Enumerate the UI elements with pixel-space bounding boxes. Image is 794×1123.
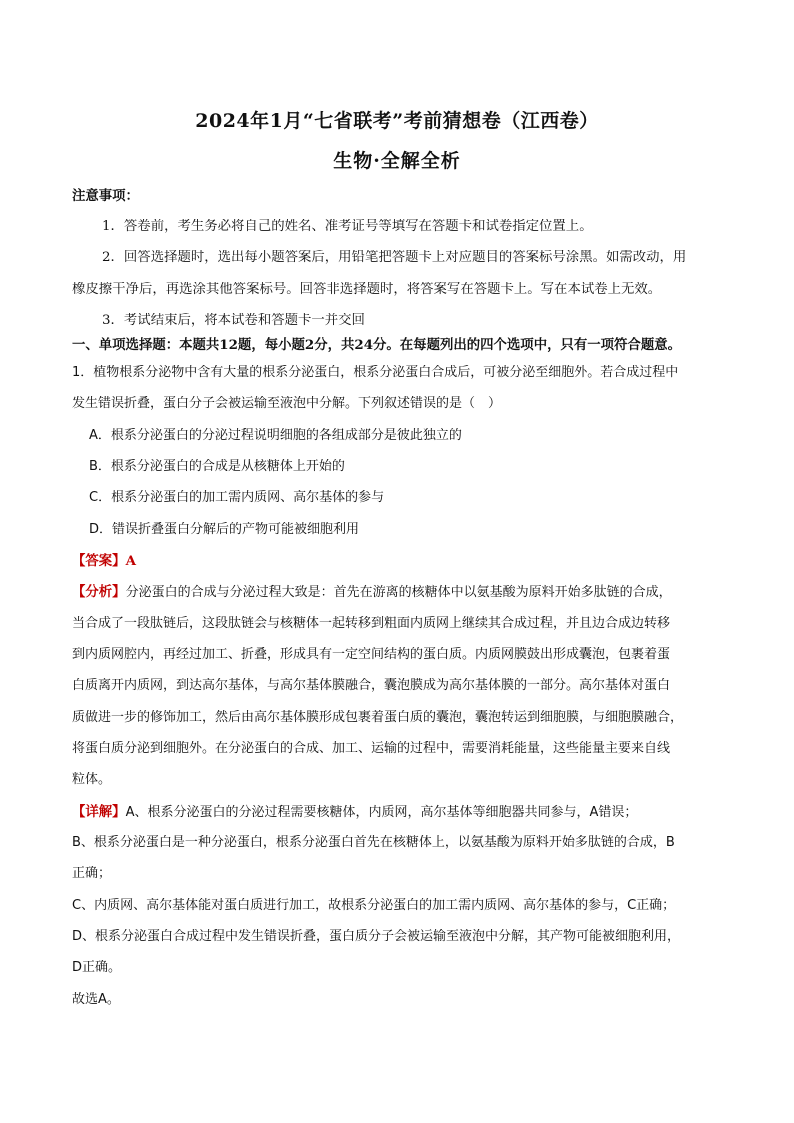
- notice-heading: 注意事项：: [72, 188, 139, 204]
- option-c: C．根系分泌蛋白的加工需内质网、高尔基体的参与: [89, 490, 385, 505]
- exam-title: 2024年1月“七省联考”考前猜想卷（江西卷）: [195, 110, 599, 132]
- section-heading: 一、单项选择题：本题共12题，每小题2分，共24分。在每题列出的四个选项中，只有一项符合题意。: [72, 337, 681, 353]
- analysis-line-1: [72, 584, 724, 601]
- analysis-line-6: 将蛋白质分泌到细胞外。在分泌蛋白的合成、加工、运输的过程中，需要消耗能量，这些能量主要来自线: [72, 741, 671, 756]
- answer-value: A: [125, 553, 136, 569]
- notice-item-2-line-2: 橡皮擦干净后，再选涂其他答案标号。回答非选择题时，将答案写在答题卡上。写在本试卷上无效。: [72, 282, 662, 297]
- analysis-text-1: 分泌蛋白的合成与分泌过程大致是：首先在游离的核糖体中以氨基酸为原料开始多肽链的合成，: [125, 585, 672, 600]
- answer-label: 【答案】: [72, 553, 126, 569]
- detail-line-2: B、根系分泌蛋白是一种分泌蛋白，根系分泌蛋白首先在核糖体上，以氨基酸为原料开始多肽链的合成，B: [72, 835, 675, 850]
- detail-line-1: [72, 804, 724, 821]
- question-stem-line-1: 1．植物根系分泌物中含有大量的根系分泌蛋白，根系分泌蛋白合成后，可被分泌至细胞外。若合成过程中: [72, 365, 679, 380]
- notice-item-2-line-1: 2．回答选择题时，选出每小题答案后，用铅笔把答题卡上对应题目的答案标号涂黑。如需改动，用: [102, 250, 687, 265]
- detail-line-6: D正确。: [72, 960, 122, 975]
- exam-subtitle: 生物·全解全析: [333, 150, 461, 172]
- option-b: B．根系分泌蛋白的合成是从核糖体上开始的: [89, 459, 345, 474]
- analysis-line-3: 到内质网腔内，再经过加工、折叠，形成具有一定空间结构的蛋白质。内质网膜鼓出形成囊泡，包裹着蛋: [72, 647, 671, 662]
- detail-line-7: 故选A。: [72, 992, 120, 1007]
- answer-row: [72, 553, 724, 569]
- analysis-line-2: 当合成了一段肽链后，这段肽链会与核糖体一起转移到粗面内质网上继续其合成过程，并且边合成边转移: [72, 616, 671, 631]
- question-stem-line-2: 发生错误折叠，蛋白分子会被运输至液泡中分解。下列叙述错误的是（ ）: [72, 396, 502, 411]
- analysis-line-5: 质做进一步的修饰加工，然后由高尔基体膜形成包裹着蛋白质的囊泡，囊泡转运到细胞膜，与细胞膜融合，: [72, 710, 684, 725]
- detail-line-4: C、内质网、高尔基体能对蛋白质进行加工，故根系分泌蛋白的加工需内质网、高尔基体的参与，C正确；: [72, 898, 676, 913]
- option-a: A．根系分泌蛋白的分泌过程说明细胞的各组成部分是彼此独立的: [89, 428, 462, 443]
- notice-item-3: 3．考试结束后，将本试卷和答题卡一并交回: [102, 313, 365, 328]
- analysis-line-4: 白质离开内质网，到达高尔基体，与高尔基体膜融合，囊泡膜成为高尔基体膜的一部分。高尔基体对蛋白: [72, 678, 671, 693]
- detail-line-5: D、根系分泌蛋白合成过程中发生错误折叠，蛋白质分子会被运输至液泡中分解，其产物可能被细胞利用，: [72, 929, 681, 944]
- analysis-line-7: 粒体。: [72, 772, 112, 787]
- detail-line-3: 正确；: [72, 866, 112, 881]
- detail-label: 【详解】: [72, 804, 126, 820]
- detail-text-1: A、根系分泌蛋白的分泌过程需要核糖体，内质网，高尔基体等细胞器共同参与，A错误；: [125, 805, 638, 820]
- option-d: D．错误折叠蛋白分解后的产物可能被细胞利用: [89, 522, 360, 537]
- notice-item-1: 1．答卷前，考生务必将自己的姓名、准考证号等填写在答题卡和试卷指定位置上。: [102, 219, 593, 234]
- analysis-label: 【分析】: [72, 584, 126, 600]
